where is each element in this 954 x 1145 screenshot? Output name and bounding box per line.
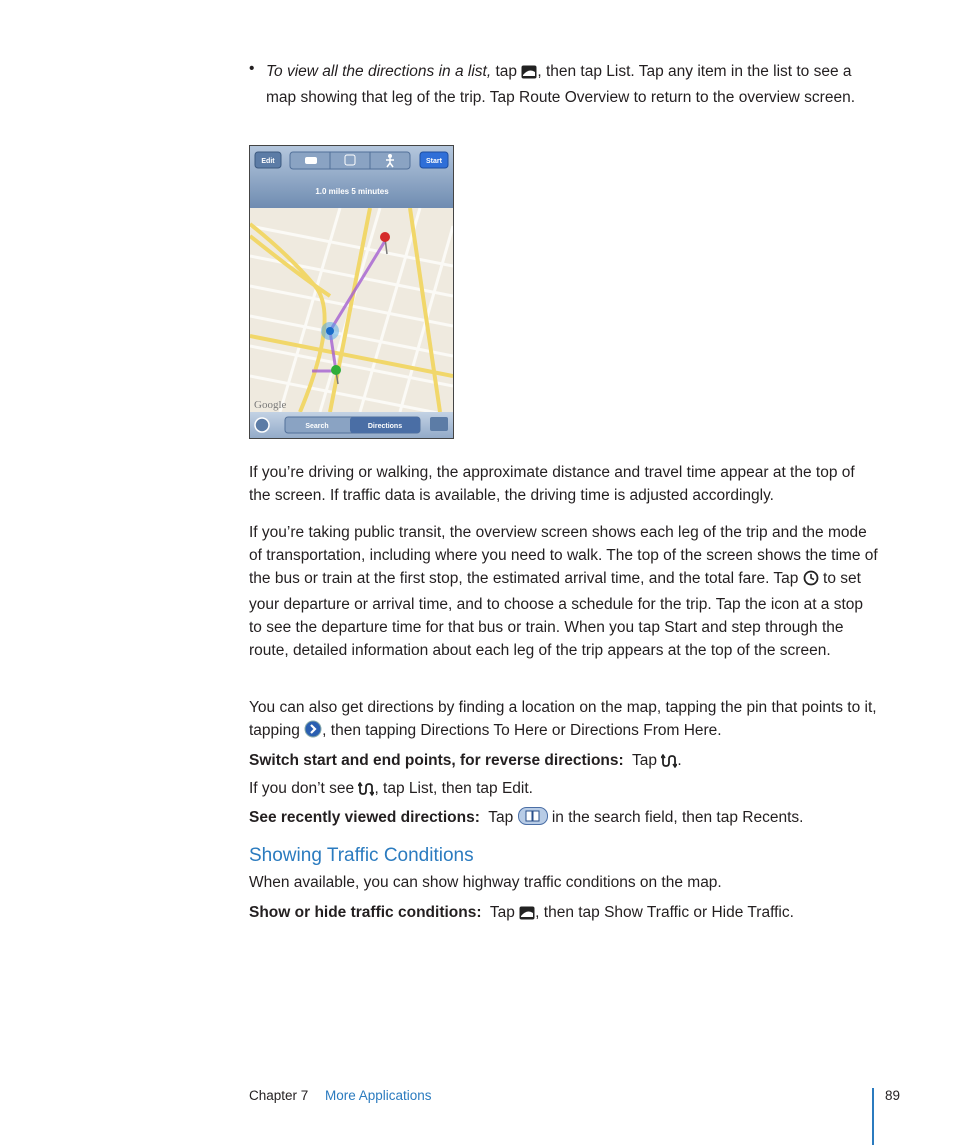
bullet-part2: , then tap List. Tap any item in the list to see a map showing that leg of the trip. Tap Route Overview to return to the overview screen.	[266, 63, 856, 106]
traffic-label: Show or hide traffic conditions:	[249, 904, 482, 921]
section-heading: Showing Traffic Conditions	[249, 845, 474, 866]
paragraph-traffic: When available, you can show highway traffic conditions on the map.	[249, 874, 722, 891]
bullet-part1: tap	[491, 63, 522, 80]
paragraph-pin	[249, 696, 879, 745]
footer-chapter: Chapter 7	[249, 1088, 309, 1103]
swap-icon	[661, 752, 677, 775]
footer-title: More Applications	[325, 1088, 432, 1103]
switch-end: .	[677, 752, 682, 769]
bullet-marker: •	[249, 60, 255, 77]
pin-part2: , then tapping Directions To Here or Directions From Here.	[322, 722, 722, 739]
switch-line	[249, 749, 879, 775]
ifnot-part1: If you don’t see	[249, 780, 359, 797]
bookmarks-icon	[518, 807, 548, 832]
switch-label: Switch start and end points, for reverse directions:	[249, 752, 624, 769]
directions-tab: Directions	[367, 423, 403, 430]
google-watermark: Google	[254, 399, 287, 411]
traffic-tap: Tap	[489, 904, 520, 921]
page-curl-icon	[519, 904, 535, 927]
ifnot-part2: , tap List, then tap Edit.	[374, 780, 533, 797]
route-summary: 1.0 miles 5 minutes	[315, 187, 389, 196]
transit-part1: If you’re taking public transit, the overview screen shows each leg of the trip and the mode of transportation, including where you need to walk. The top of the screen shows the time of the bus or train at the first stop, the estimated arrival time, and the total fare. Tap	[249, 524, 878, 587]
maps-screenshot	[249, 145, 454, 439]
recent-line	[249, 806, 879, 832]
page-number: 89	[885, 1088, 901, 1103]
bullet-lead: To view all the directions in a list,	[266, 63, 492, 80]
transit-part2: to set your departure or arrival time, and to choose a schedule for the trip. Tap the icon at a stop to see the departure time for that bus or train. When you tap Start and step through the route, detailed information about each leg of the trip appears at the top of the screen.	[249, 570, 864, 659]
ifnot-line	[249, 777, 879, 803]
search-tab: Search	[305, 423, 329, 430]
traffic-line	[249, 901, 879, 927]
swap-icon	[358, 780, 374, 803]
edit-button: Edit	[261, 158, 275, 165]
recent-label: See recently viewed directions:	[249, 809, 480, 826]
pin-part1: You can also get directions by finding a location on the map, tapping the pin that points to it, tapping	[249, 699, 877, 739]
clock-icon	[803, 570, 819, 593]
paragraph-distance: If you’re driving or walking, the approximate distance and travel time appear at the top of the screen. If traffic data is available, the driving time is adjusted accordingly.	[249, 464, 855, 504]
footer-rule	[872, 1088, 874, 1145]
start-button: Start	[426, 158, 442, 165]
detail-disclosure-icon	[304, 720, 322, 745]
switch-tap: Tap	[632, 752, 662, 769]
page-curl-icon	[521, 63, 537, 86]
recent-tap: Tap	[488, 809, 518, 826]
bullet-text	[266, 60, 866, 109]
paragraph-transit	[249, 521, 879, 662]
recent-part2: in the search field, then tap Recents.	[547, 809, 804, 826]
traffic-part2: , then tap Show Traffic or Hide Traffic.	[535, 904, 794, 921]
